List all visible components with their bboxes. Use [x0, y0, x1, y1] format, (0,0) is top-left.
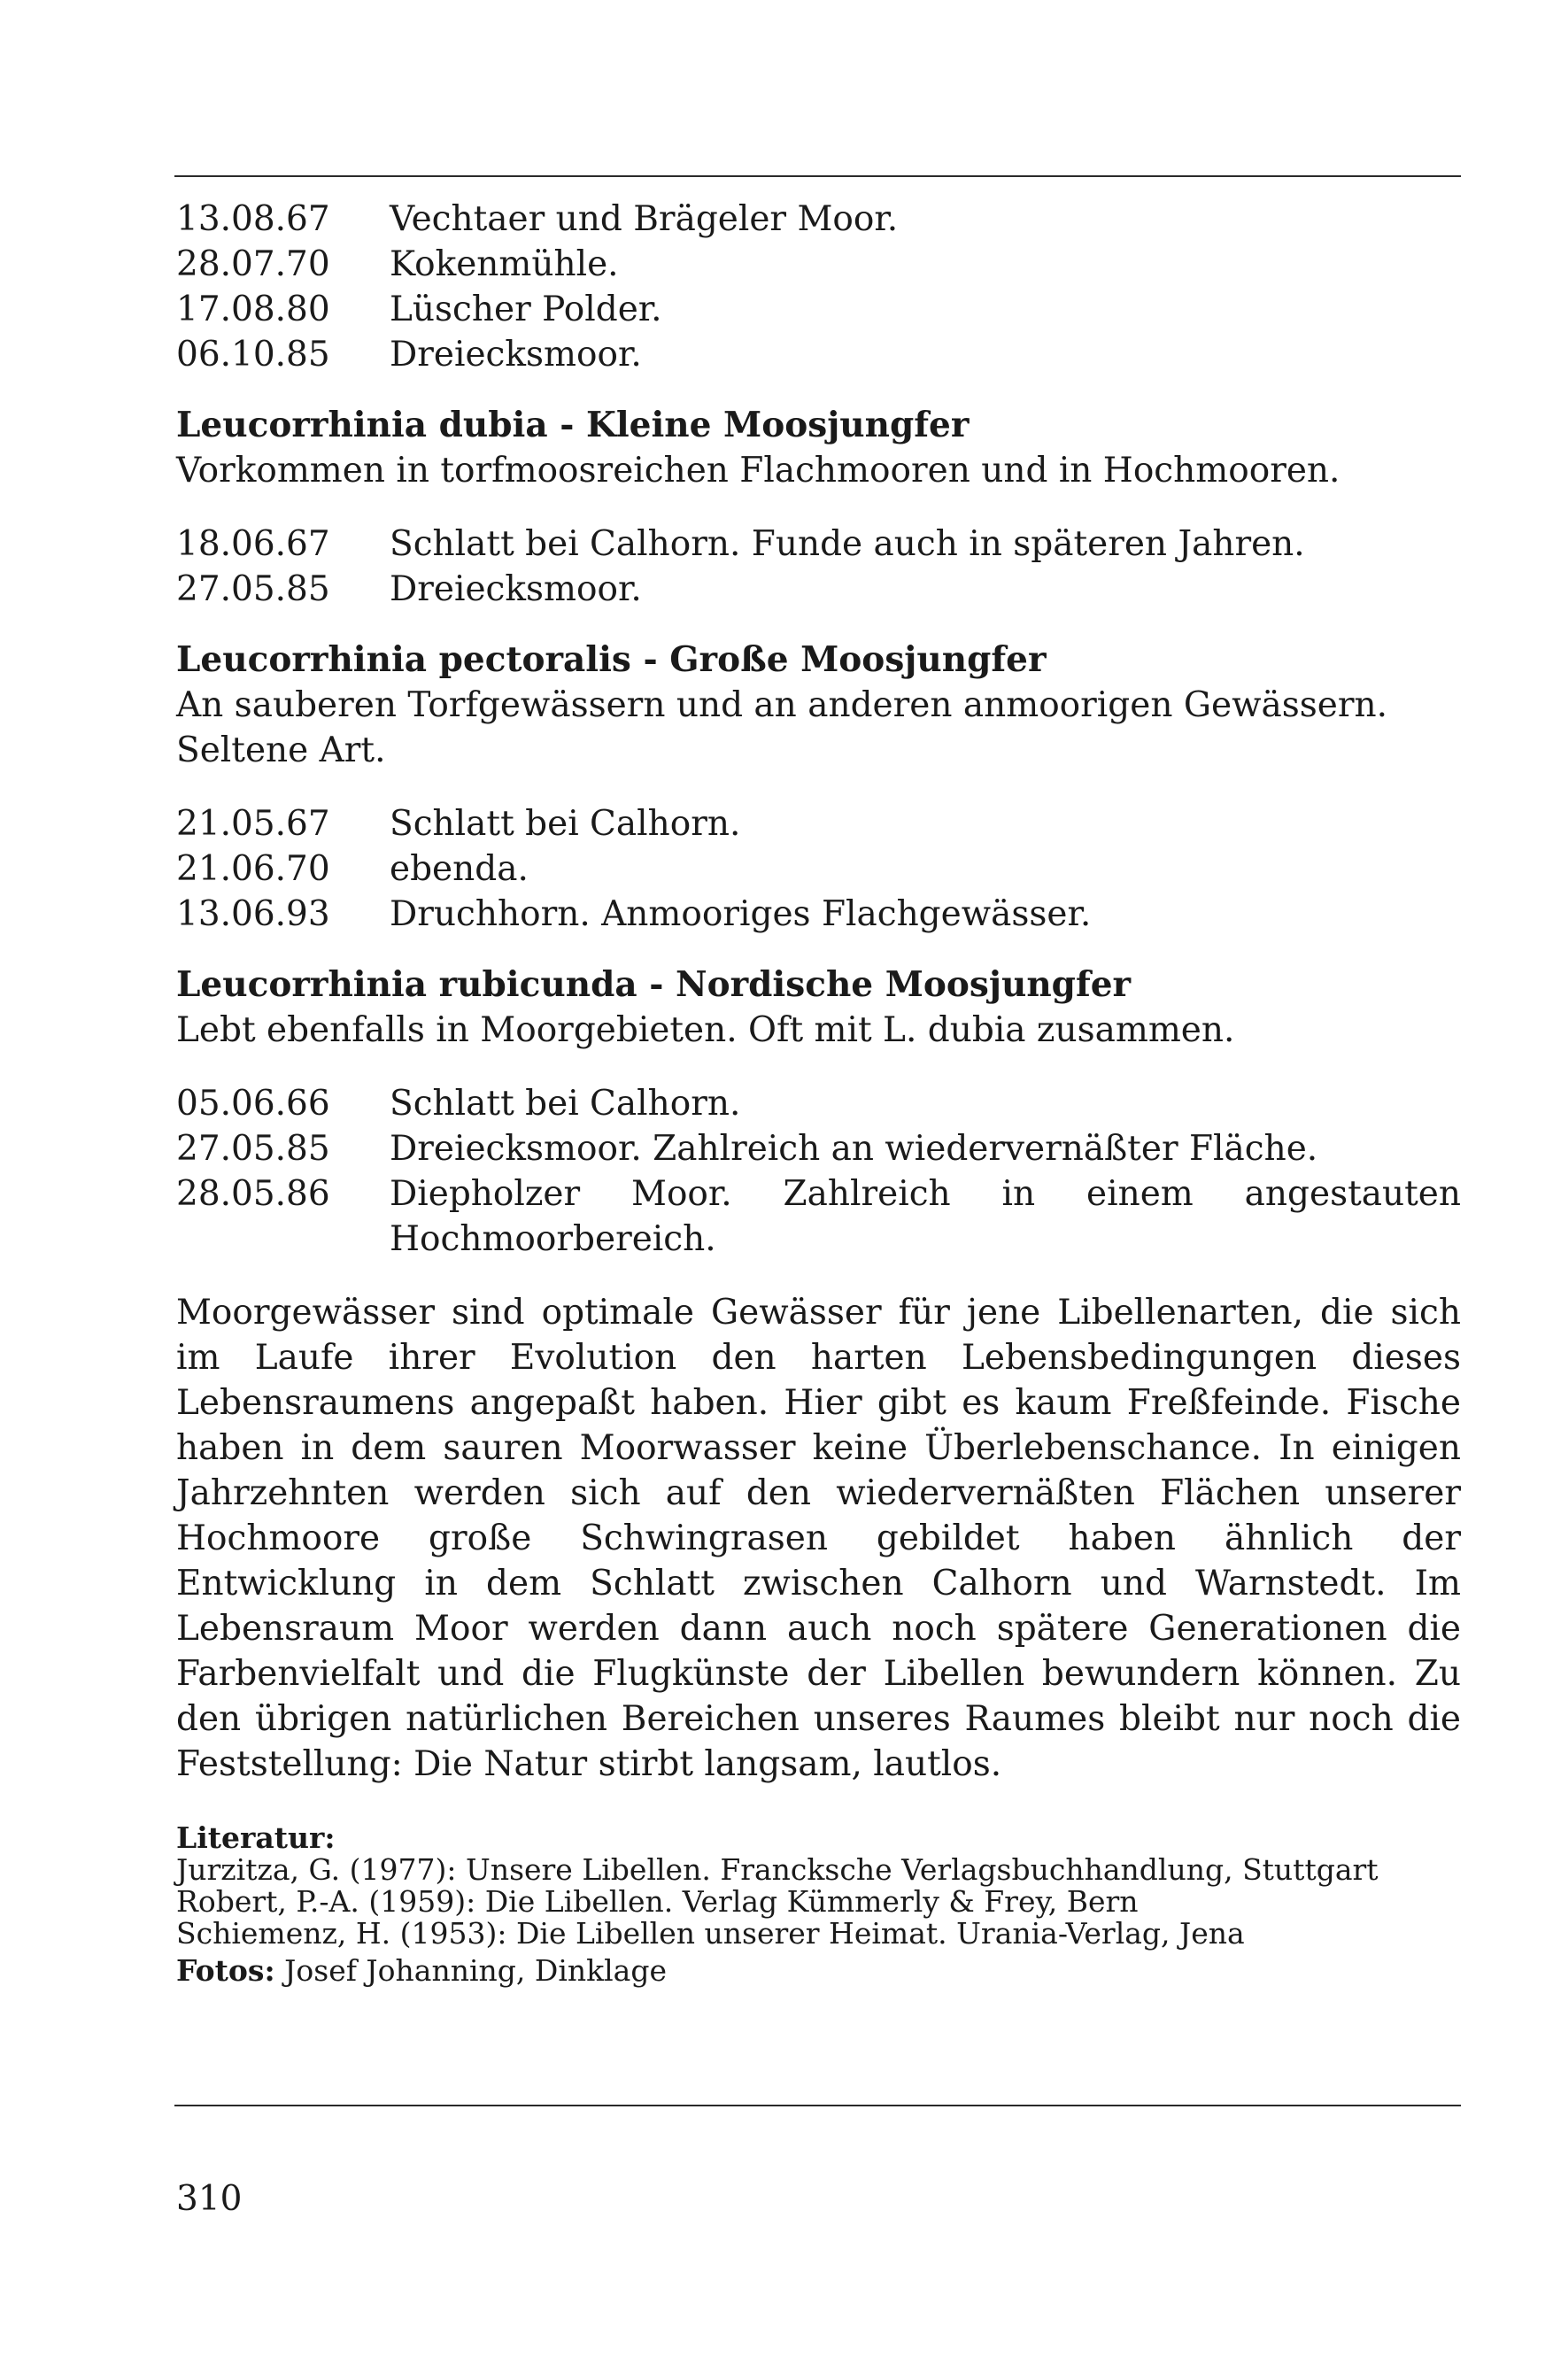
species-records: [176, 522, 1461, 612]
record-date: 21.05.67: [176, 804, 330, 844]
record-row: [176, 846, 1461, 892]
literature-entry: Robert, P.-A. (1959): Die Libellen. Verlag Kümmerly & Frey, Bern: [176, 1884, 1139, 1919]
record-text: Vechtaer und Brägeler Moor.: [390, 199, 899, 239]
record-date: 13.06.93: [176, 894, 330, 934]
species-description: Vorkommen in torfmoosreichen Flachmooren und in Hochmooren.: [176, 451, 1341, 491]
species-title: Leucorrhinia dubia - Kleine Moosjungfer: [176, 405, 970, 445]
literature-entry: Jurzitza, G. (1977): Unsere Libellen. Francksche Verlagsbuchhandlung, Stuttgart: [176, 1852, 1379, 1887]
record-date: 13.08.67: [176, 199, 330, 239]
species-section-rubicunda: [176, 962, 1461, 1262]
record-row: [176, 287, 1461, 332]
record-row: [176, 242, 1461, 287]
record-text: ebenda.: [390, 849, 529, 889]
page-number: 310: [176, 2179, 243, 2219]
records-top: [176, 197, 1461, 377]
record-date: 28.07.70: [176, 244, 330, 284]
top-rule: [174, 175, 1461, 177]
record-row: [176, 892, 1461, 937]
record-date: 18.06.67: [176, 524, 330, 564]
record-text: Dreiecksmoor. Zahlreich an wiedervernäßter Fläche.: [390, 1129, 1318, 1169]
species-title: Leucorrhinia pectoralis - Große Moosjungfer: [176, 639, 1047, 680]
species-records: [176, 1081, 1461, 1262]
species-section-pectoralis: [176, 638, 1461, 937]
species-description: An sauberen Torfgewässern und an anderen anmoorigen Gewässern. Seltene Art.: [176, 685, 1387, 770]
record-text: Druchhorn. Anmooriges Flachgewässer.: [390, 894, 1092, 934]
photo-credit-text: Josef Johanning, Dinklage: [284, 1953, 668, 1988]
record-date: 05.06.66: [176, 1084, 330, 1124]
record-date: 27.05.85: [176, 1129, 330, 1169]
record-row: [176, 801, 1461, 846]
literature-section: [176, 1822, 1461, 1950]
record-row: [176, 197, 1461, 242]
record-date: 27.05.85: [176, 569, 330, 609]
record-row: [176, 332, 1461, 377]
record-date: 28.05.86: [176, 1174, 330, 1214]
species-description: Lebt ebenfalls in Moorgebieten. Oft mit L. dubia zusammen.: [176, 1010, 1235, 1050]
content: [176, 197, 1461, 1989]
record-row: [176, 1126, 1461, 1171]
photo-credit-label: Fotos:: [176, 1953, 275, 1988]
record-date: 17.08.80: [176, 290, 330, 329]
literature-heading: Literatur:: [176, 1820, 336, 1855]
species-records: [176, 801, 1461, 937]
record-date: 21.06.70: [176, 849, 330, 889]
record-row: [176, 1081, 1461, 1126]
photo-credit: [176, 1953, 1461, 1989]
record-text: Kokenmühle.: [390, 244, 619, 284]
record-text: Schlatt bei Calhorn.: [390, 804, 741, 844]
record-text: Dreiecksmoor.: [390, 569, 642, 609]
record-row: [176, 1171, 1461, 1262]
species-section-dubia: [176, 403, 1461, 612]
record-text: Dreiecksmoor.: [390, 335, 642, 375]
record-text: Schlatt bei Calhorn.: [390, 1084, 741, 1124]
record-text: Lüscher Polder.: [390, 290, 662, 329]
bottom-rule: [174, 2105, 1461, 2106]
body-paragraph: Moorgewässer sind optimale Gewässer für jene Libellenarten, die sich im Laufe ihrer Evolution den harten Lebensbedingungen dieses Lebensraumens angepaßt haben. Hier gibt es kaum Freßfeinde. Fische haben in dem sauren Moorwasser keine Überlebenschance. In einigen Jahrzehnten werden sich auf den wiedervernäßten Flächen unserer Hochmoore große Schwingrasen gebildet haben ähnlich der Entwicklung in dem Schlatt zwischen Calhorn und Warnstedt. Im Lebensraum Moor werden dann auch noch spätere Generationen die Farbenvielfalt und die Flugkünste der Libellen bewundern können. Zu den übrigen natürlichen Bereichen unseres Raumes bleibt nur noch die Feststellung: Die Natur stirbt langsam, lautlos.: [176, 1293, 1461, 1784]
record-date: 06.10.85: [176, 335, 330, 375]
literature-entry: Schiemenz, H. (1953): Die Libellen unserer Heimat. Urania-Verlag, Jena: [176, 1916, 1245, 1951]
record-text: Schlatt bei Calhorn. Funde auch in späteren Jahren.: [390, 524, 1305, 564]
record-text: Diepholzer Moor. Zahlreich in einem angestauten Hochmoorbereich.: [390, 1174, 1461, 1259]
species-title: Leucorrhinia rubicunda - Nordische Moosjungfer: [176, 964, 1132, 1005]
record-row: [176, 522, 1461, 567]
record-row: [176, 567, 1461, 612]
